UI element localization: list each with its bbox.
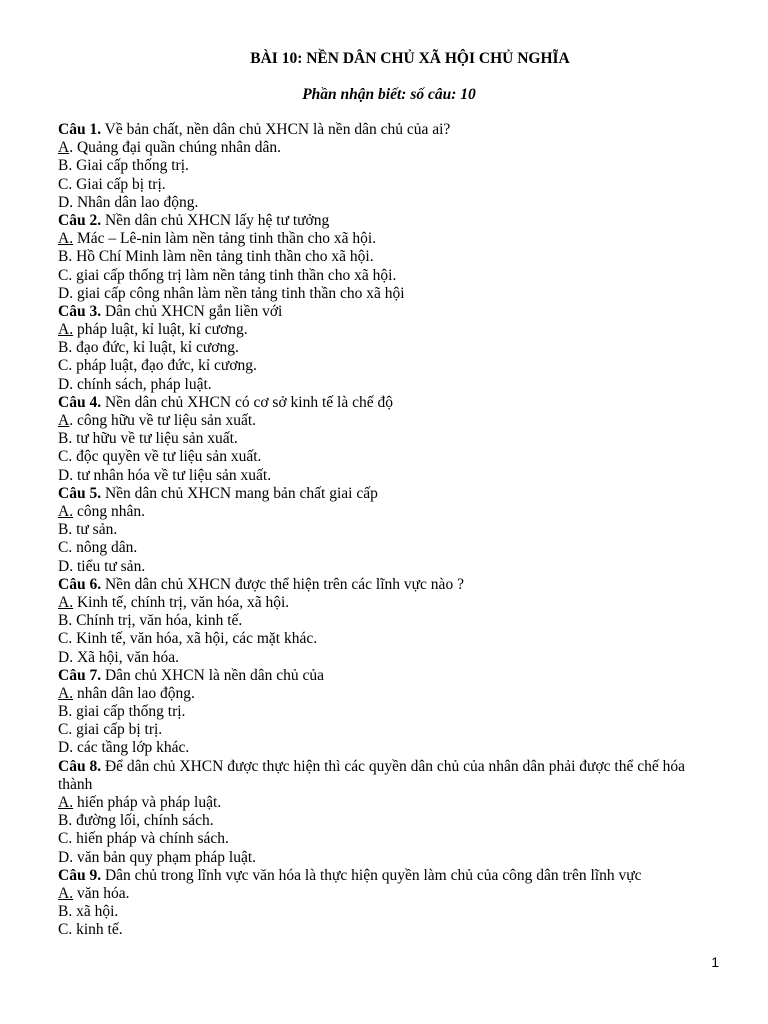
option-separator: . <box>68 830 73 848</box>
question-number: Câu 6. <box>58 575 102 593</box>
document-subtitle: Phần nhận biết: số câu: 10 <box>302 86 476 103</box>
option-text: giai cấp bị trị. <box>72 721 163 739</box>
option-separator: . <box>68 448 73 466</box>
answer-option <box>58 321 718 339</box>
answer-option <box>58 630 718 648</box>
option-letter: A <box>58 139 70 157</box>
answer-option <box>58 267 718 285</box>
option-letter: D <box>58 466 70 484</box>
question-number: Câu 9. <box>58 866 102 884</box>
option-letter: B <box>58 703 69 721</box>
option-text: kinh tế. <box>72 921 123 939</box>
option-separator: . <box>69 412 74 430</box>
option-letter: B <box>58 339 69 357</box>
option-separator: . <box>68 612 73 630</box>
option-text: công nhân. <box>73 503 145 521</box>
option-letter: A. <box>58 230 74 248</box>
option-separator: . <box>68 721 73 739</box>
answer-option <box>58 539 718 557</box>
question-list <box>58 121 718 940</box>
option-separator: . <box>69 739 74 757</box>
question-7 <box>58 667 718 685</box>
option-separator: . <box>69 139 74 157</box>
option-letter: A. <box>58 794 74 812</box>
option-separator: . <box>68 703 73 721</box>
question-number: Câu 4. <box>58 393 102 411</box>
answer-option <box>58 230 718 248</box>
option-separator: . <box>69 193 74 211</box>
answer-option <box>58 503 718 521</box>
question-text: Nền dân chủ XHCN mang bản chất giai cấp <box>101 484 378 502</box>
option-letter: C <box>58 721 69 739</box>
option-letter: B <box>58 430 69 448</box>
option-text: nhân dân lao động. <box>73 684 195 702</box>
option-letter: B <box>58 521 69 539</box>
answer-option <box>58 903 718 921</box>
option-letter: B <box>58 248 69 266</box>
answer-option <box>58 612 718 630</box>
answer-option <box>58 339 718 357</box>
answer-option <box>58 467 718 485</box>
option-separator: . <box>68 339 73 357</box>
answer-option <box>58 194 718 212</box>
option-letter: D <box>58 557 70 575</box>
option-text: Xã hội, văn hóa. <box>73 648 179 666</box>
option-text: công hữu về tư liệu sản xuất. <box>73 412 257 430</box>
option-text: pháp luật, đạo đức, kỉ cương. <box>72 357 257 375</box>
answer-option <box>58 721 718 739</box>
option-letter: C <box>58 539 69 557</box>
option-separator: . <box>68 248 73 266</box>
question-text: Nền dân chủ XHCN lấy hệ tư tưởng <box>101 211 330 229</box>
question-number: Câu 8. <box>58 757 102 775</box>
option-letter: D <box>58 848 70 866</box>
option-text: Hồ Chí Minh làm nền tảng tinh thần cho xã hội. <box>72 248 374 266</box>
answer-option <box>58 139 718 157</box>
option-separator: . <box>69 466 74 484</box>
question-8 <box>58 758 718 794</box>
option-text: hiến pháp và pháp luật. <box>73 794 222 812</box>
answer-option <box>58 176 718 194</box>
option-text: xã hội. <box>72 903 119 921</box>
option-separator: . <box>68 357 73 375</box>
question-5 <box>58 485 718 503</box>
answer-option <box>58 157 718 175</box>
option-separator: . <box>68 812 73 830</box>
option-letter: D <box>58 648 70 666</box>
option-letter: D <box>58 284 70 302</box>
option-text: Chính trị, văn hóa, kinh tế. <box>72 612 243 630</box>
option-separator: . <box>68 266 73 284</box>
answer-option <box>58 248 718 266</box>
option-text: chính sách, pháp luật. <box>73 375 212 393</box>
question-text: Để dân chủ XHCN được thực hiện thì các quyền dân chủ của nhân dân phải được thể chế hóa thành <box>58 757 685 793</box>
option-separator: . <box>69 557 74 575</box>
answer-option <box>58 703 718 721</box>
question-number: Câu 1. <box>58 121 102 138</box>
option-letter: B <box>58 612 69 630</box>
question-1 <box>58 121 718 139</box>
option-separator: . <box>69 848 74 866</box>
answer-option <box>58 849 718 867</box>
option-text: giai cấp công nhân làm nền tảng tinh thần cho xã hội <box>73 284 405 302</box>
question-9 <box>58 867 718 885</box>
option-text: Nhân dân lao động. <box>73 193 199 211</box>
option-letter: A. <box>58 885 74 903</box>
option-letter: C <box>58 175 69 193</box>
option-text: tiểu tư sản. <box>73 557 146 575</box>
answer-option <box>58 412 718 430</box>
option-letter: B <box>58 812 69 830</box>
answer-option <box>58 812 718 830</box>
option-letter: A. <box>58 321 74 339</box>
option-letter: C <box>58 266 69 284</box>
option-text: hiến pháp và chính sách. <box>72 830 229 848</box>
answer-option <box>58 739 718 757</box>
answer-option <box>58 448 718 466</box>
answer-option <box>58 357 718 375</box>
option-text: độc quyền về tư liệu sản xuất. <box>72 448 262 466</box>
question-text: Dân chủ trong lĩnh vực văn hóa là thực hiện quyền làm chủ của công dân trên lĩnh vực <box>101 866 642 884</box>
option-text: văn hóa. <box>73 885 130 903</box>
answer-option <box>58 649 718 667</box>
option-separator: . <box>68 430 73 448</box>
answer-option <box>58 685 718 703</box>
option-letter: C <box>58 448 69 466</box>
page-number: 1 <box>711 954 719 970</box>
question-6 <box>58 576 718 594</box>
option-letter: B <box>58 157 69 175</box>
answer-option <box>58 885 718 903</box>
option-text: Kinh tế, văn hóa, xã hội, các mặt khác. <box>72 630 318 648</box>
option-text: Mác – Lê-nin làm nền tảng tinh thần cho xã hội. <box>73 230 377 248</box>
question-number: Câu 7. <box>58 666 102 684</box>
option-text: tư nhân hóa về tư liệu sản xuất. <box>73 466 272 484</box>
question-4 <box>58 394 718 412</box>
option-separator: . <box>69 284 74 302</box>
option-separator: . <box>68 903 73 921</box>
question-text: Nền dân chủ XHCN có cơ sở kinh tế là chế độ <box>101 393 393 411</box>
option-letter: C <box>58 830 69 848</box>
answer-option <box>58 376 718 394</box>
option-text: tư sản. <box>72 521 118 539</box>
option-letter: D <box>58 375 70 393</box>
option-text: giai cấp thống trị. <box>72 703 186 721</box>
option-separator: . <box>69 648 74 666</box>
option-letter: C <box>58 630 69 648</box>
option-separator: . <box>68 521 73 539</box>
question-number: Câu 5. <box>58 484 102 502</box>
question-text: Nền dân chủ XHCN được thể hiện trên các lĩnh vực nào ? <box>101 575 464 593</box>
option-text: Giai cấp thống trị. <box>72 157 189 175</box>
option-text: tư hữu về tư liệu sản xuất. <box>72 430 238 448</box>
option-letter: C <box>58 921 69 939</box>
option-separator: . <box>68 175 73 193</box>
answer-option <box>58 594 718 612</box>
question-2 <box>58 212 718 230</box>
option-letter: A. <box>58 684 74 702</box>
option-text: Quảng đại quần chúng nhân dân. <box>73 139 281 157</box>
document-title: BÀI 10: NỀN DÂN CHỦ XÃ HỘI CHỦ NGHĨA <box>250 50 570 67</box>
answer-option <box>58 794 718 812</box>
answer-option <box>58 285 718 303</box>
question-text: Dân chủ XHCN gắn liền với <box>101 302 283 320</box>
option-text: nông dân. <box>72 539 138 557</box>
option-separator: . <box>68 630 73 648</box>
option-letter: A. <box>58 503 74 521</box>
option-text: đường lối, chính sách. <box>72 812 214 830</box>
option-letter: C <box>58 357 69 375</box>
question-number: Câu 3. <box>58 302 102 320</box>
option-text: giai cấp thống trị làm nền tảng tinh thần cho xã hội. <box>72 266 397 284</box>
option-letter: D <box>58 739 70 757</box>
question-text: Dân chủ XHCN là nền dân chủ của <box>101 666 325 684</box>
option-text: Kinh tế, chính trị, văn hóa, xã hội. <box>73 593 290 611</box>
answer-option <box>58 430 718 448</box>
option-text: văn bản quy phạm pháp luật. <box>73 848 257 866</box>
answer-option <box>58 921 718 939</box>
question-3 <box>58 303 718 321</box>
option-separator: . <box>68 157 73 175</box>
option-letter: A. <box>58 593 74 611</box>
option-letter: B <box>58 903 69 921</box>
question-number: Câu 2. <box>58 211 102 229</box>
option-separator: . <box>69 375 74 393</box>
option-letter: D <box>58 193 70 211</box>
option-separator: . <box>68 539 73 557</box>
option-text: đạo đức, kỉ luật, kỉ cương. <box>72 339 239 357</box>
answer-option <box>58 558 718 576</box>
answer-option <box>58 830 718 848</box>
option-text: Giai cấp bị trị. <box>72 175 166 193</box>
option-letter: A <box>58 412 70 430</box>
option-text: pháp luật, kỉ luật, kỉ cương. <box>73 321 248 339</box>
option-text: các tầng lớp khác. <box>73 739 190 757</box>
option-separator: . <box>68 921 73 939</box>
answer-option <box>58 521 718 539</box>
question-text: Về bản chất, nền dân chủ XHCN là nền dân chủ của ai? <box>101 121 451 138</box>
